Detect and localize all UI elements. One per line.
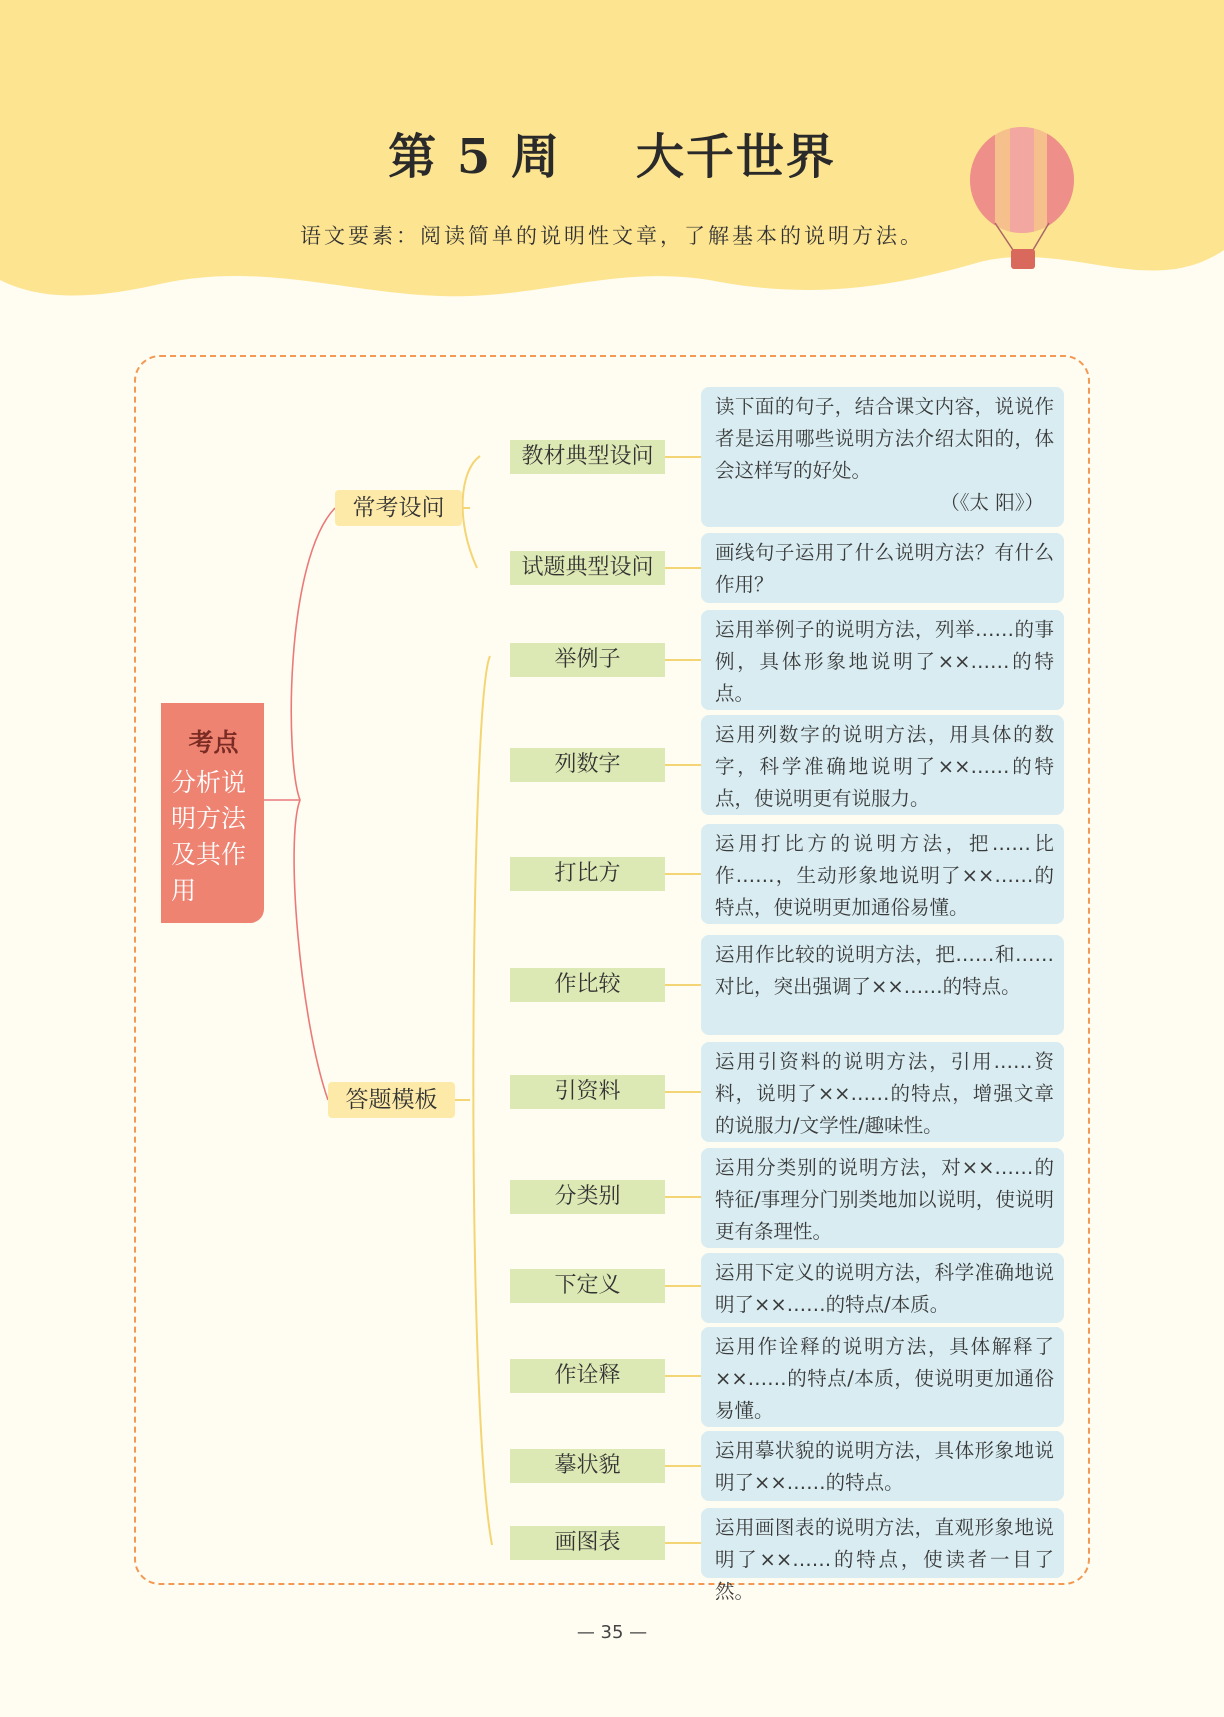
box-charts: 运用画图表的说明方法，直观形象地说明了××……的特点，使读者一目了然。 xyxy=(701,1508,1064,1578)
node-examples: 举例子 xyxy=(510,643,665,677)
branch-answer-templates: 答题模板 xyxy=(328,1082,455,1118)
box-description: 运用摹状貌的说明方法，具体形象地说明了××……的特点。 xyxy=(701,1431,1064,1501)
node-numbers: 列数字 xyxy=(510,748,665,782)
node-textbook-question: 教材典型设问 xyxy=(510,440,665,474)
box-definition: 运用下定义的说明方法，科学准确地说明了××……的特点/本质。 xyxy=(701,1253,1064,1323)
root-label: 分析说明方法及其作用 xyxy=(171,768,247,905)
node-metaphor: 打比方 xyxy=(510,857,665,891)
root-badge: 考点 xyxy=(188,728,239,757)
page-subtitle: 语文要素：阅读简单的说明性文章，了解基本的说明方法。 xyxy=(300,224,924,248)
box-textbook-question xyxy=(701,387,1064,527)
node-definition: 下定义 xyxy=(510,1269,665,1303)
node-comparison: 作比较 xyxy=(510,968,665,1002)
node-description: 摹状貌 xyxy=(510,1449,665,1483)
node-explanation: 作诠释 xyxy=(510,1359,665,1393)
box-citation: 运用引资料的说明方法，引用……资料，说明了××……的特点，增强文章的说服力/文学性/趣味性。 xyxy=(701,1042,1064,1142)
box-comparison: 运用作比较的说明方法，把……和……对比，突出强调了××……的特点。 xyxy=(701,935,1064,1035)
node-citation: 引资料 xyxy=(510,1075,665,1109)
box-textbook-question-source: （《太 阳》） xyxy=(940,491,1044,514)
node-classification: 分类别 xyxy=(510,1180,665,1214)
page-number: — 35 — xyxy=(576,1622,648,1643)
box-explanation: 运用作诠释的说明方法，具体解释了××……的特点/本质，使说明更加通俗易懂。 xyxy=(701,1327,1064,1427)
node-charts: 画图表 xyxy=(510,1526,665,1560)
box-metaphor: 运用打比方的说明方法，把……比作……，生动形象地说明了××……的特点，使说明更加通俗易懂。 xyxy=(701,824,1064,924)
box-exam-question: 画线句子运用了什么说明方法？有什么作用？ xyxy=(701,533,1064,603)
box-numbers: 运用列数字的说明方法，用具体的数字，科学准确地说明了××……的特点，使说明更有说服力。 xyxy=(701,715,1064,815)
page-title: 第 5 周 大千世界 xyxy=(388,129,836,185)
box-classification: 运用分类别的说明方法，对××……的特征/事理分门别类地加以说明，使说明更有条理性。 xyxy=(701,1148,1064,1248)
box-textbook-question-text: 读下面的句子，结合课文内容，说说作者是运用哪些说明方法介绍太阳的，体会这样写的好处。 xyxy=(715,395,1054,482)
box-examples: 运用举例子的说明方法，列举……的事例，具体形象地说明了××……的特点。 xyxy=(701,610,1064,710)
node-exam-question: 试题典型设问 xyxy=(510,551,665,585)
hot-air-balloon-icon xyxy=(965,125,1080,275)
branch-common-questions: 常考设问 xyxy=(335,490,462,526)
mindmap-root xyxy=(161,703,264,923)
